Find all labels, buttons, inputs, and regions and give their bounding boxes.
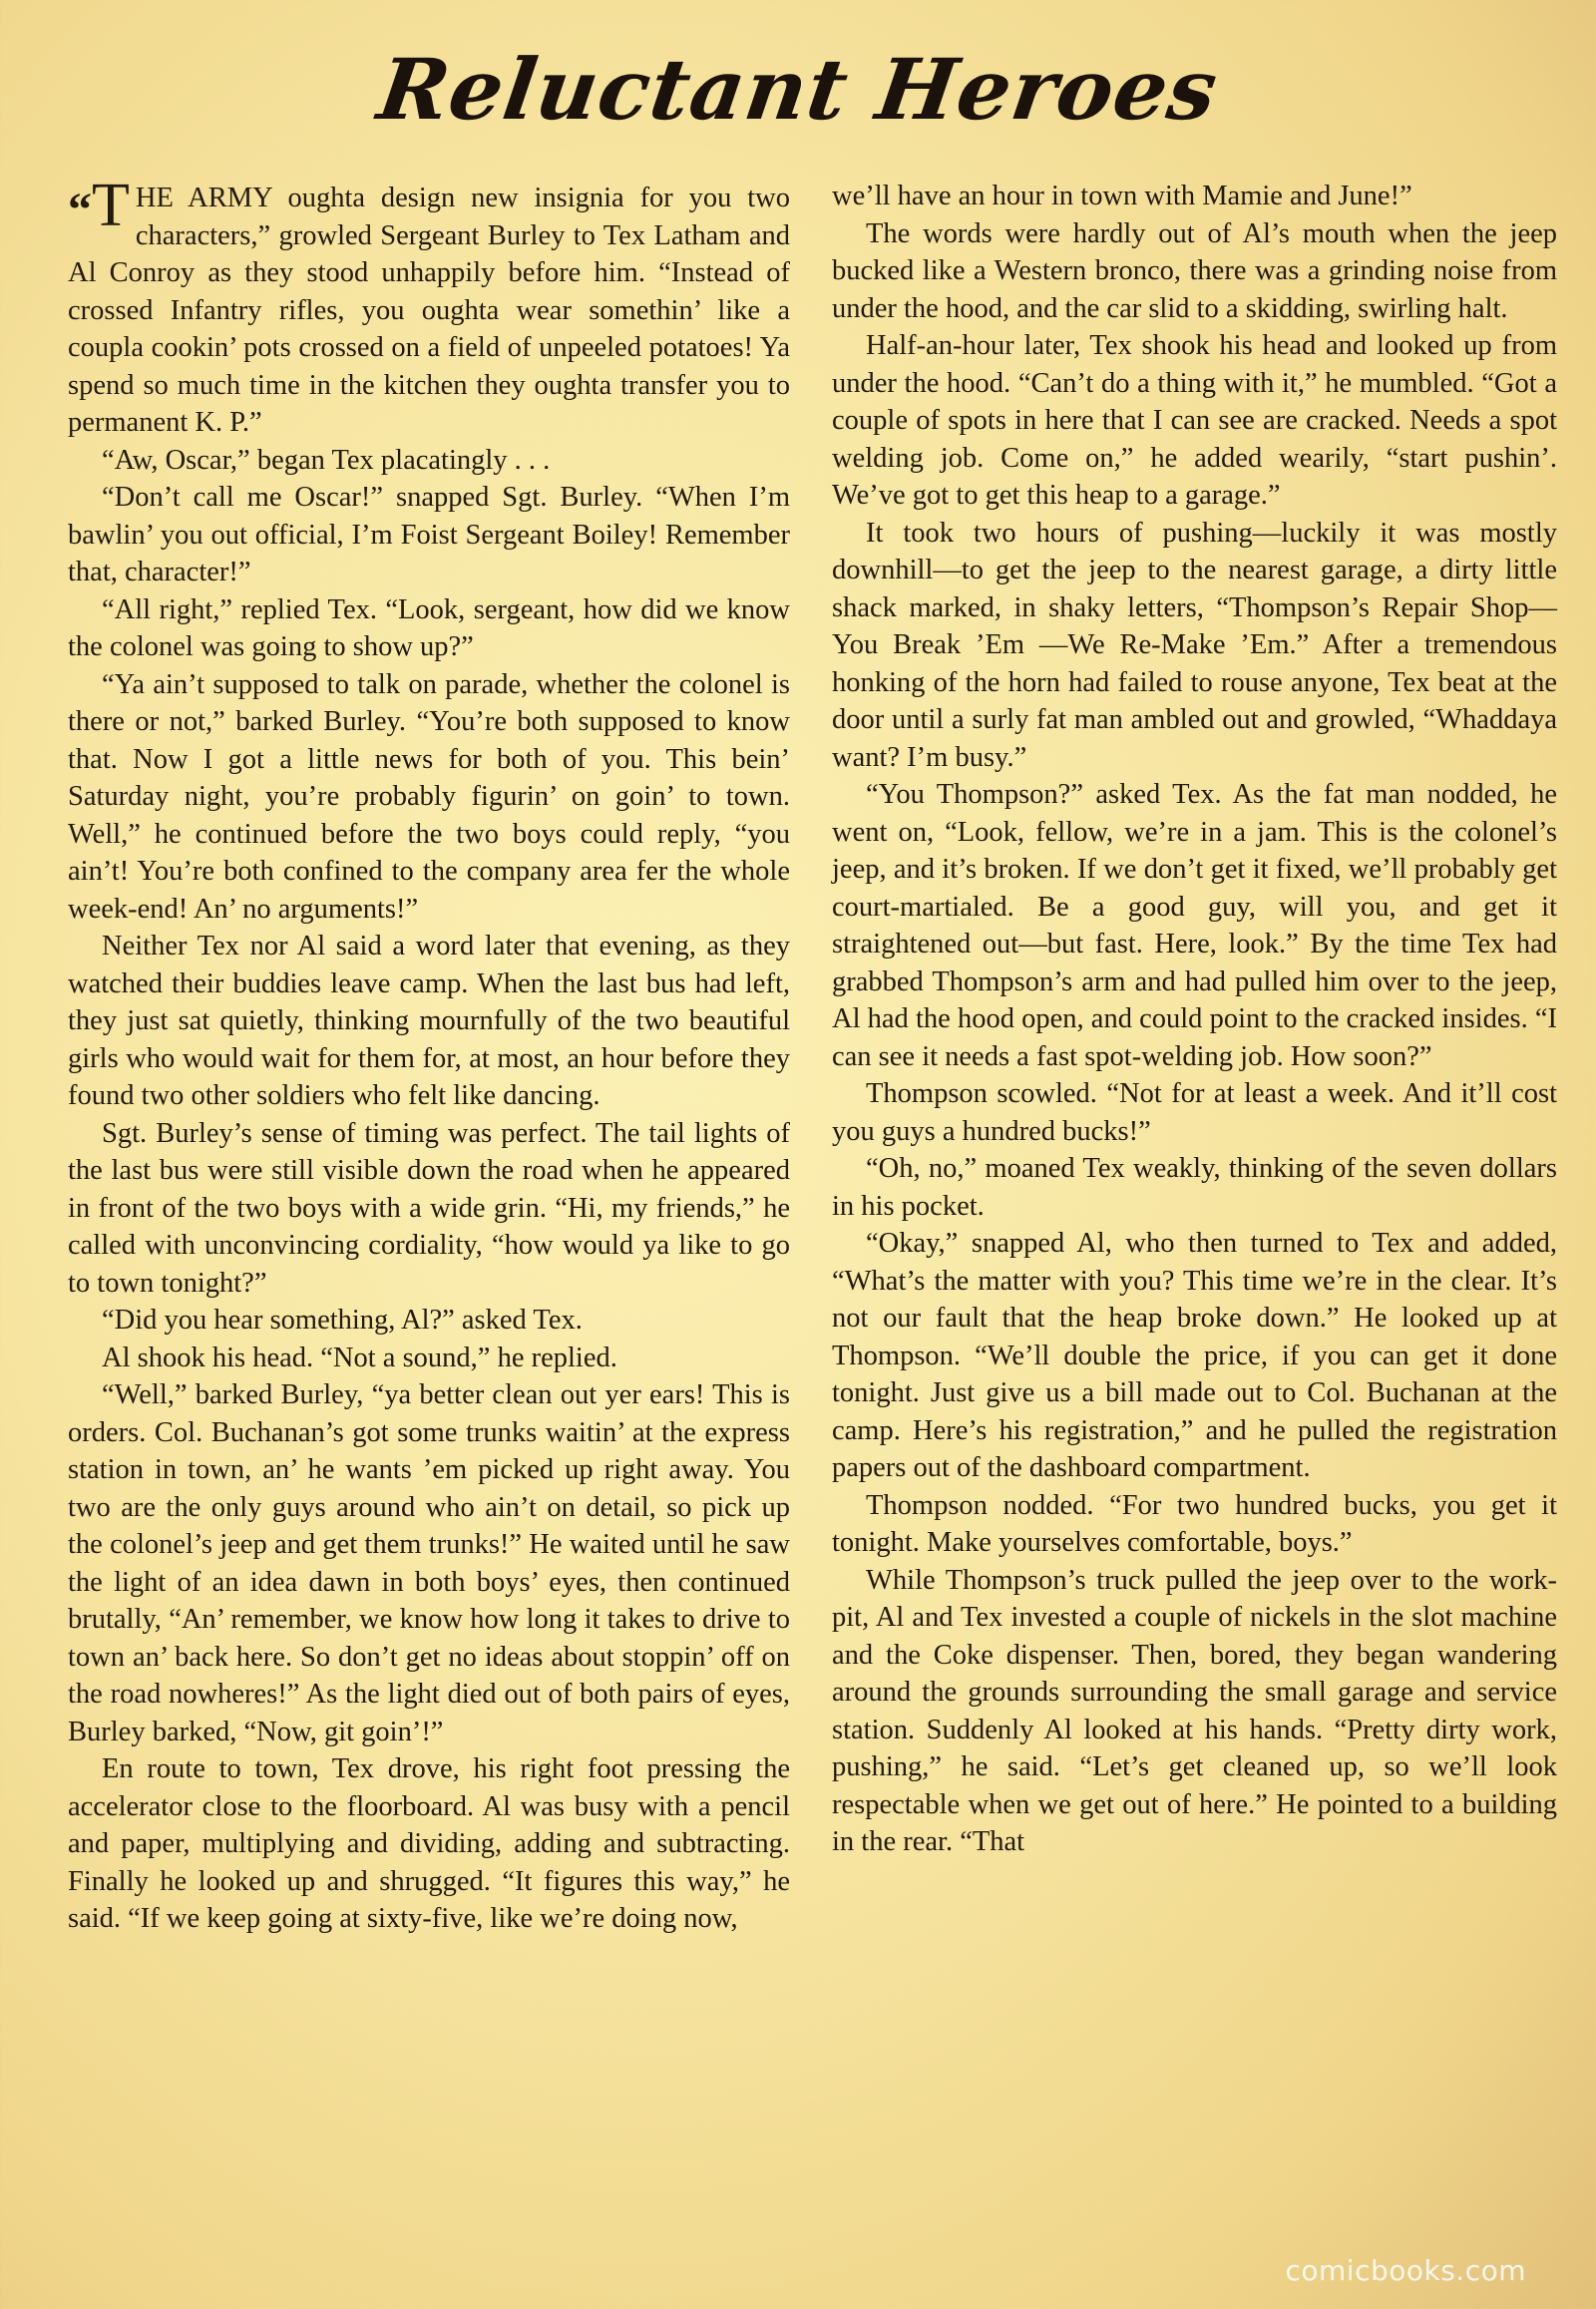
- paragraph: “Did you hear something, Al?” asked Tex.: [102, 1305, 583, 1336]
- paragraph: “Ya ain’t supposed to talk on parade, whether the colonel is there or not,” barked Burley. “You’re both supposed to know that. Now I got a little news for both of you. This bein’ Saturday night, you’re probably figurin’ on goin’ to town. Well,” he continued before the two boys could reply, “you ain’t! You’re both confined to the company area fer the whole week-end! An’ no arguments!”: [68, 668, 790, 925]
- paragraph: The words were hardly out of Al’s mouth when the jeep bucked like a Western bronco, there was a grinding noise from under the hood, and the car slid to a skidding, swirling halt.: [832, 217, 1557, 324]
- paragraph: Sgt. Burley’s sense of timing was perfect. The tail lights of the last bus were still visible down the road when he appeared in front of the two boys with a wide grin. “Hi, my friends,” he called with unconvincing cordiality, “how would ya like to go to town tonight?”: [68, 1117, 790, 1299]
- paragraph: Half-an-hour later, Tex shook his head and looked up from under the hood. “Can’t do a thing with it,” he mumbled. “Got a couple of spots in here that I can see are cracked. Needs a spot welding job. Come on,” he added wearily, “start pushin’. We’ve got to get this heap to a garage.”: [832, 330, 1557, 511]
- paragraph: It took two hours of pushing—luckily it was mostly downhill—to get the jeep to the nearest garage, a dirty little shack marked, in shaky letters, “Thompson’s Repair Shop—You Break ’Em —We Re-Make ’Em.” After a tremendous honking of the horn had failed to rouse anyone, Tex beat at the door until a surly fat man ambled out and growled, “Whaddaya want? I’m busy.”: [832, 517, 1557, 773]
- drop-cap: “T: [68, 172, 130, 239]
- paragraph: “Don’t call me Oscar!” snapped Sgt. Burley. “When I’m bawlin’ you out official, I’m Foist Sergeant Boiley! Remember that, character!”: [68, 482, 790, 587]
- continued-paragraph: we’ll have an hour in town with Mamie and June!”: [832, 181, 1412, 211]
- paragraph: Thompson scowled. “Not for at least a week. And it’ll cost you guys a hundred bucks!”: [832, 1078, 1557, 1147]
- paragraph: “Well,” barked Burley, “ya better clean out yer ears! This is orders. Col. Buchanan’s got some trunks waitin’ at the express station in town, an’ he wants ’em picked up right away. You two are the only guys around who ain’t on detail, so pick up the colonel’s jeep and get them trunks!” He waited until he saw the light of an idea dawn in both boys’ eyes, then continued brutally, “An’ remember, we know how long it takes to drive to town an’ back here. So don’t get no ideas about stoppin’ off on the road nowheres!” As the light died out of both pairs of eyes, Burley barked, “Now, git goin’!”: [68, 1379, 790, 1747]
- paragraph: En route to town, Tex drove, his right foot pressing the accelerator close to the floorboard. Al was busy with a pencil and paper, multiplying and dividing, adding and subtracting. Finally he looked up and shrugged. “It figures this way,” he said. “If we keep going at sixty-five, like we’re doing now,: [68, 1753, 790, 1934]
- opening-paragraph: “T HE ARMY oughta design new insignia for you two characters,” growled Sergeant Burley to Tex Latham and Al Conroy as they stood unhappily before him. “Instead of crossed Infantry rifles, you oughta wear somethin’ like a coupla cookin’ pots crossed on a field of unpeeled potatoes! Ya spend so much time in the kitchen they oughta transfer you to permanent K. P.”: [68, 172, 790, 438]
- left-column: [68, 172, 790, 1938]
- paragraph: “Oh, no,” moaned Tex weakly, thinking of the seven dollars in his pocket.: [832, 1153, 1557, 1222]
- paragraph: Thompson nodded. “For two hundred bucks, you get it tonight. Make yourselves comfortable, boys.”: [832, 1489, 1557, 1558]
- paragraph: “Aw, Oscar,” began Tex placatingly . . .: [102, 444, 551, 476]
- story-title: Reluctant Heroes: [372, 40, 1224, 139]
- paragraph: Al shook his head. “Not a sound,” he replied.: [102, 1342, 617, 1373]
- paragraph: “All right,” replied Tex. “Look, sergeant, how did we know the colonel was going to show up?”: [68, 593, 790, 662]
- paragraph: “You Thompson?” asked Tex. As the fat man nodded, he went on, “Look, fellow, we’re in a jam. This is the colonel’s jeep, and it’s broken. If we don’t get it fixed, we’ll probably get court-martialed. Be a good guy, will you, and get it straightened out—but fast. Here, look.” By the time Tex had grabbed Thompson’s arm and had pulled him over to the jeep, Al had the hood open, and could point to the cracked insides. “I can see it needs a fast spot-welding job. How soon?”: [832, 779, 1557, 1072]
- right-column: [832, 178, 1557, 1861]
- paragraph: “Okay,” snapped Al, who then turned to Tex and added, “What’s the matter with you? This time we’re in the clear. It’s not our fault that the heap broke down.” He looked up at Thompson. “We’ll double the price, if you can get it done tonight. Just give us a bill made out to Col. Buchanan at the camp. Here’s his registration,” and he pulled the registration papers out of the dashboard compartment.: [832, 1228, 1557, 1483]
- paragraph: Neither Tex nor Al said a word later that evening, as they watched their buddies leave camp. When the last bus had left, they just sat quietly, thinking mournfully of the two beautiful girls who would wait for them for, at most, an hour before they found two other soldiers who felt like dancing.: [68, 931, 790, 1111]
- paragraph: While Thompson’s truck pulled the jeep over to the work-pit, Al and Tex invested a couple of nickels in the slot machine and the Coke dispenser. Then, bored, they began wandering around the grounds surrounding the small garage and service station. Suddenly Al looked at his hands. “Pretty dirty work, pushing,” he said. “Let’s get cleaned up, so we’ll look respectable when we get out of here.” He pointed to a building in the rear. “That: [832, 1564, 1557, 1857]
- site-watermark: comicbooks.com: [1285, 2254, 1526, 2287]
